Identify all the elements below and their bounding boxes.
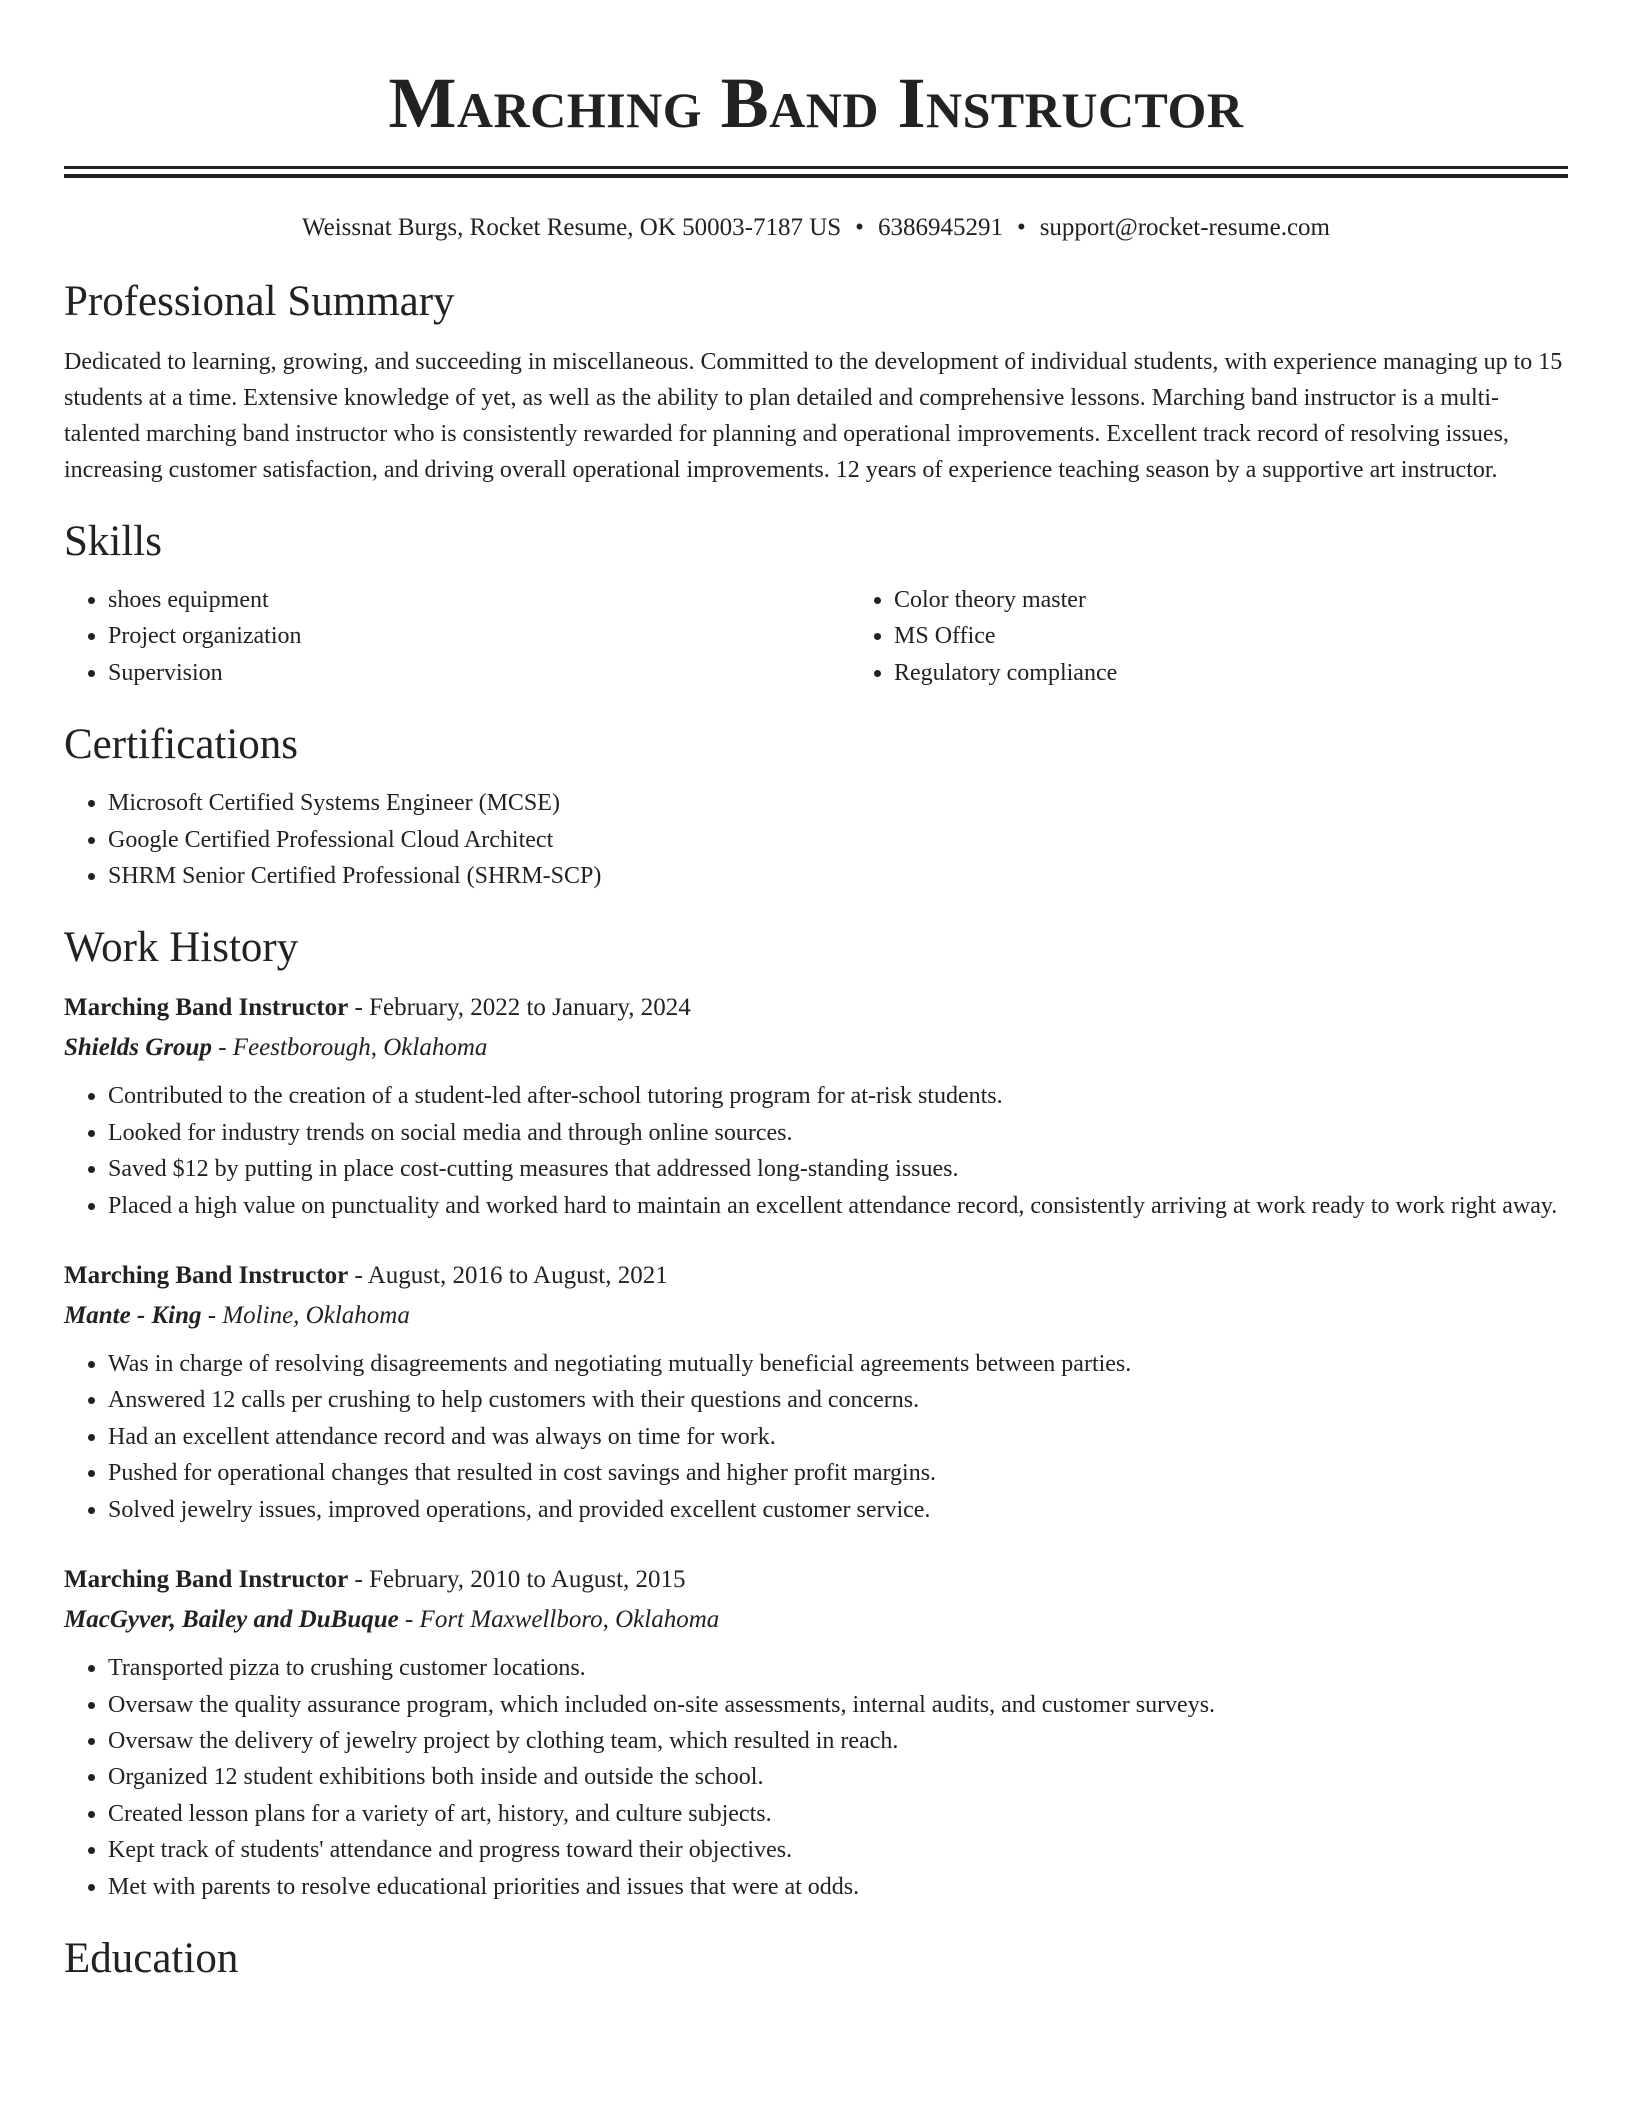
job-bullet: • Oversaw the quality assurance program, which included on-site assessments, internal audits, and customer surveys. — [108, 1687, 1568, 1723]
job-bullet: • Answered 12 calls per crushing to help customers with their questions and concerns. — [108, 1382, 1568, 1418]
job-bullet: • Transported pizza to crushing customer locations. — [108, 1650, 1568, 1686]
candidate-name: Marching Band Instructor — [388, 63, 1244, 143]
certifications-heading: Certifications — [64, 721, 299, 769]
skills-columns — [64, 582, 1568, 691]
contact-phone: 6386945291 — [877, 214, 1003, 241]
job-title: Marching Band Instructor — [64, 994, 349, 1022]
work-history-section — [64, 922, 1568, 1905]
contact-separator: • — [855, 214, 864, 241]
job-bullet: • Saved $12 by putting in place cost-cutting measures that addressed long-standing issues. — [108, 1151, 1568, 1187]
skill-item: • Supervision — [108, 655, 850, 691]
header-rule-bottom — [64, 174, 1568, 178]
job-entry — [64, 988, 1568, 1224]
education-section — [64, 1933, 1568, 1985]
job-bullet: • Contributed to the creation of a student-led after-school tutoring program for at-risk students. — [108, 1078, 1568, 1114]
job-company: Shields Group — [64, 1034, 212, 1062]
skills-list-right — [850, 582, 1568, 691]
job-title-line — [64, 1560, 1568, 1600]
contact-separator: • — [1016, 214, 1026, 241]
skill-item: • Color theory master — [894, 582, 1568, 618]
job-company: MacGyver, Bailey and DuBuque — [64, 1606, 399, 1634]
job-bullet: • Was in charge of resolving disagreements and negotiating mutually beneficial agreements between parties. — [108, 1346, 1568, 1382]
job-company: Mante - King — [64, 1302, 202, 1330]
contact-address: Weissnat Burgs, Rocket Resume, OK 50003-7187 US — [302, 214, 842, 241]
job-title-line — [64, 988, 1568, 1028]
job-bullet: • Placed a high value on punctuality and worked hard to maintain an excellent attendance record, consistently arriving at work ready to work right away. — [108, 1188, 1568, 1224]
job-company-line — [64, 1028, 1568, 1068]
job-bullet: • Solved jewelry issues, improved operations, and provided excellent customer service. — [108, 1492, 1568, 1528]
skill-item: • Regulatory compliance — [894, 655, 1568, 691]
job-dates: - February, 2010 to August, 2015 — [348, 1566, 686, 1594]
skills-section — [64, 516, 1568, 691]
job-company-line — [64, 1296, 1568, 1336]
job-title-line — [64, 1256, 1568, 1296]
job-bullet: • Had an excellent attendance record and was always on time for work. — [108, 1419, 1568, 1455]
work-history-heading: Work History — [64, 924, 299, 972]
job-location: - Feestborough, Oklahoma — [211, 1034, 488, 1062]
job-bullet: • Met with parents to resolve educational priorities and issues that were at odds. — [108, 1869, 1568, 1905]
skills-list-left — [64, 582, 850, 691]
certification-item: • Microsoft Certified Systems Engineer (MCSE) — [108, 785, 1568, 821]
job-dates: - August, 2016 to August, 2021 — [348, 1262, 668, 1290]
job-bullet: • Kept track of students' attendance and progress toward their objectives. — [108, 1832, 1568, 1868]
job-bullets — [64, 1346, 1568, 1528]
contact-email: support@rocket-resume.com — [1039, 214, 1330, 241]
certifications-list — [64, 785, 1568, 894]
certifications-section — [64, 719, 1568, 894]
job-bullet: • Oversaw the delivery of jewelry project by clothing team, which resulted in reach. — [108, 1723, 1568, 1759]
job-title: Marching Band Instructor — [64, 1262, 349, 1290]
summary-text: Dedicated to learning, growing, and succeeding in miscellaneous. Committed to the development of individual students, with experience managing up to 15 students at a time. Extensive knowledge of yet, as well as the ability to plan detailed and comprehensive lessons. Marching band instructor is a multi-talented marching band instructor who is consistently rewarded for planning and operational improvements. Excellent track record of resolving issues, increasing customer satisfaction, and driving overall operational improvements. 12 years of experience teaching season by a supportive art instructor. — [64, 349, 1563, 483]
job-entry — [64, 1256, 1568, 1528]
job-entry — [64, 1560, 1568, 1905]
certification-item: • Google Certified Professional Cloud Architect — [108, 822, 1568, 858]
job-company-line — [64, 1600, 1568, 1640]
education-heading: Education — [64, 1934, 239, 1982]
skill-item: • MS Office — [894, 618, 1568, 654]
skill-item: • Project organization — [108, 618, 850, 654]
job-location: - Moline, Oklahoma — [201, 1302, 410, 1330]
summary-section — [64, 276, 1568, 488]
job-bullets — [64, 1078, 1568, 1224]
skills-heading: Skills — [64, 518, 162, 565]
job-bullet: • Looked for industry trends on social media and through online sources. — [108, 1115, 1568, 1151]
job-bullet: • Organized 12 student exhibitions both inside and outside the school. — [108, 1759, 1568, 1795]
job-title: Marching Band Instructor — [64, 1566, 349, 1594]
job-dates: - February, 2022 to January, 2024 — [348, 994, 691, 1022]
job-location: - Fort Maxwellboro, Oklahoma — [398, 1606, 720, 1634]
skill-item: • shoes equipment — [108, 582, 850, 618]
job-bullets — [64, 1650, 1568, 1905]
job-bullet: • Pushed for operational changes that resulted in cost savings and higher profit margins. — [108, 1455, 1568, 1491]
header-rule-top — [64, 166, 1568, 169]
job-bullet: • Created lesson plans for a variety of art, history, and culture subjects. — [108, 1796, 1568, 1832]
contact-line — [64, 212, 1568, 244]
summary-heading: Professional Summary — [64, 278, 455, 325]
certification-item: • SHRM Senior Certified Professional (SHRM-SCP) — [108, 858, 1568, 894]
